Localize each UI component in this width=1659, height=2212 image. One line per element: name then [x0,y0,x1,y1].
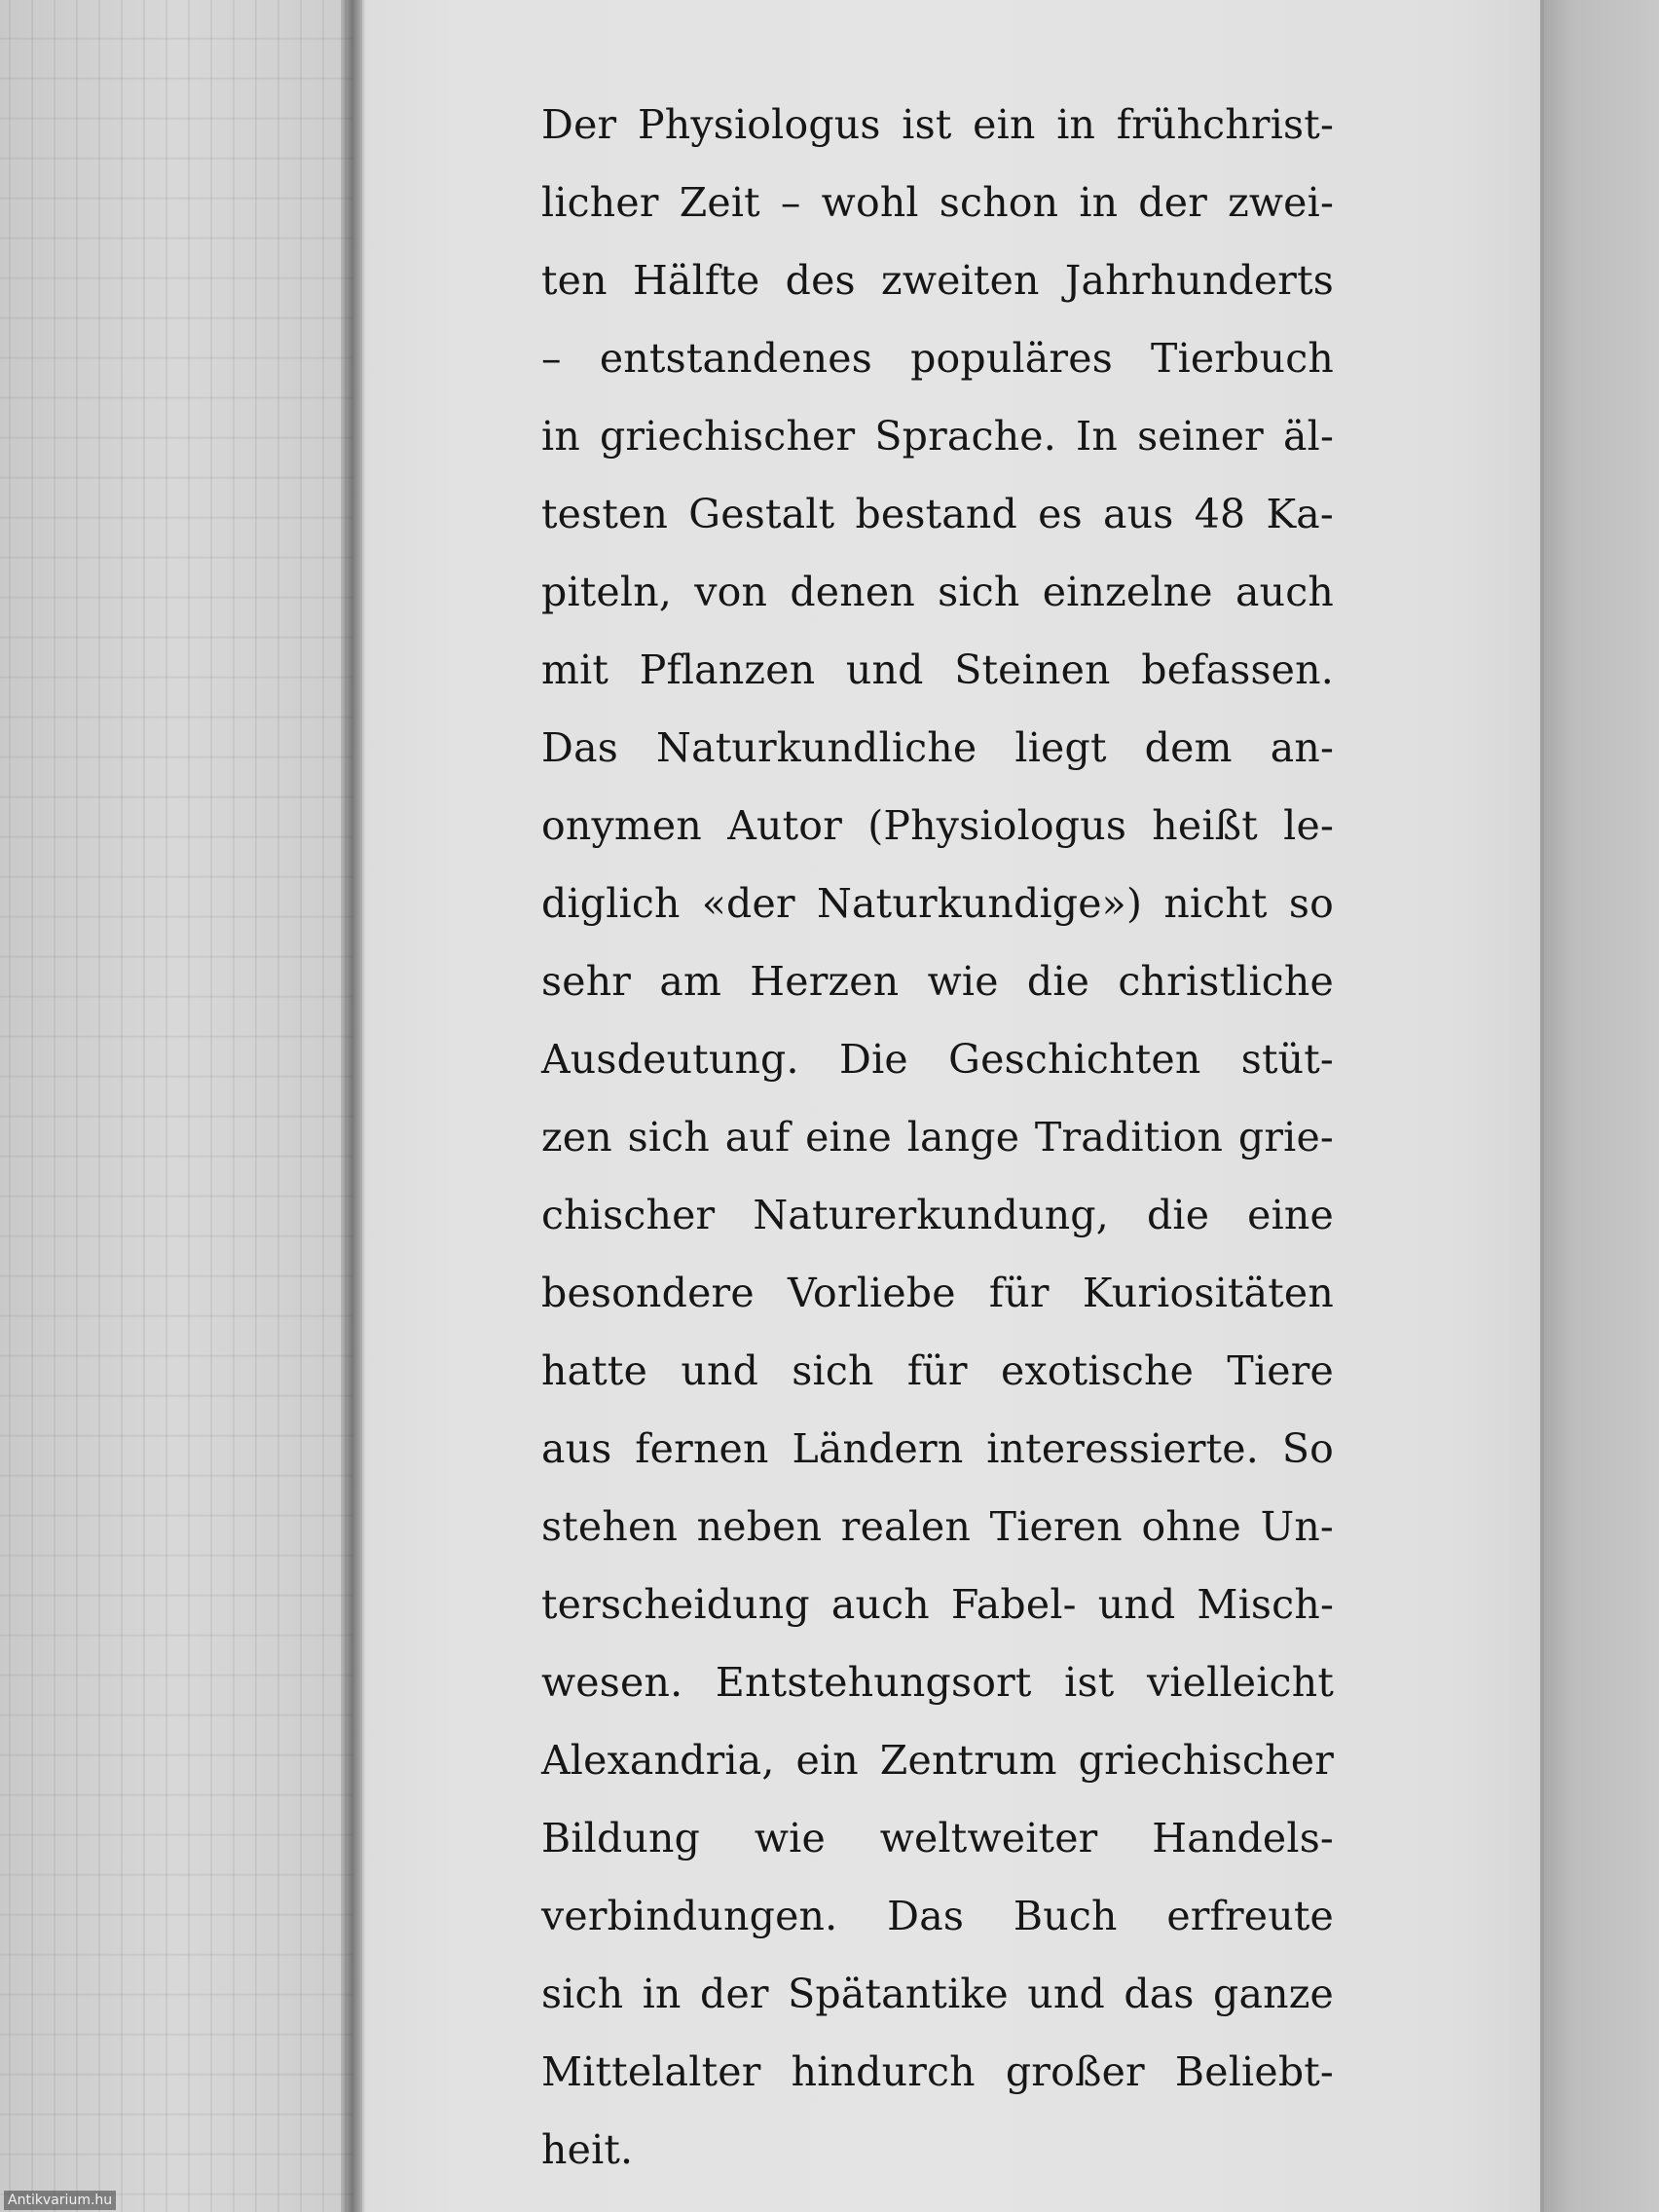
text-line: Der Physiologus ist ein in frühchrist- [541,101,1334,148]
text-line: Das Naturkundliche liegt dem an- [541,724,1334,771]
text-line: Mittelalter hindurch großer Beliebt- [541,2048,1334,2095]
body-text-block [541,86,1334,2189]
text-line: Ausdeutung. Die Geschichten stüt- [541,1036,1334,1083]
text-line: diglich «der Naturkundige») nicht so [541,880,1334,927]
text-line: chischer Naturerkundung, die eine [541,1192,1334,1238]
text-line: Bildung wie weltweiter Handels- [541,1815,1334,1862]
text-line: hatte und sich für exotische Tiere [541,1347,1334,1394]
text-line: sehr am Herzen wie die christliche [541,958,1334,1005]
text-line: mit Pflanzen und Steinen befassen. [541,646,1334,693]
text-line: piteln, von denen sich einzelne auch [541,569,1334,615]
text-line: – entstandenes populäres Tierbuch [541,335,1334,382]
text-line: besondere Vorliebe für Kuriositäten [541,1270,1334,1316]
text-line: verbindungen. Das Buch erfreute [541,1893,1334,1939]
text-line: Alexandria, ein Zentrum griechischer [541,1737,1334,1784]
text-line: aus fernen Ländern interessierte. So [541,1425,1334,1472]
watermark-text: Antikvarium.hu [4,2191,116,2210]
page-right-margin-shadow [1544,0,1659,2212]
text-line: onymen Autor (Physiologus heißt le- [541,802,1334,849]
text-line: testen Gestalt bestand es aus 48 Ka- [541,491,1334,537]
text-line: ten Hälfte des zweiten Jahrhunderts [541,257,1334,304]
text-line: zen sich auf eine lange Tradition grie- [541,1114,1334,1161]
text-line: heit. [541,2126,634,2173]
text-line: terscheidung auch Fabel- und Misch- [541,1581,1334,1628]
spine-shadow [341,0,366,2212]
text-line: in griechischer Sprache. In seiner äl- [541,413,1334,460]
text-line: sich in der Spätantike und das ganze [541,1971,1334,2017]
facing-page-texture [0,0,352,2212]
text-line: licher Zeit – wohl schon in der zwei- [541,179,1334,226]
text-line: wesen. Entstehungsort ist vielleicht [541,1659,1334,1706]
text-line: stehen neben realen Tieren ohne Un- [541,1503,1334,1550]
